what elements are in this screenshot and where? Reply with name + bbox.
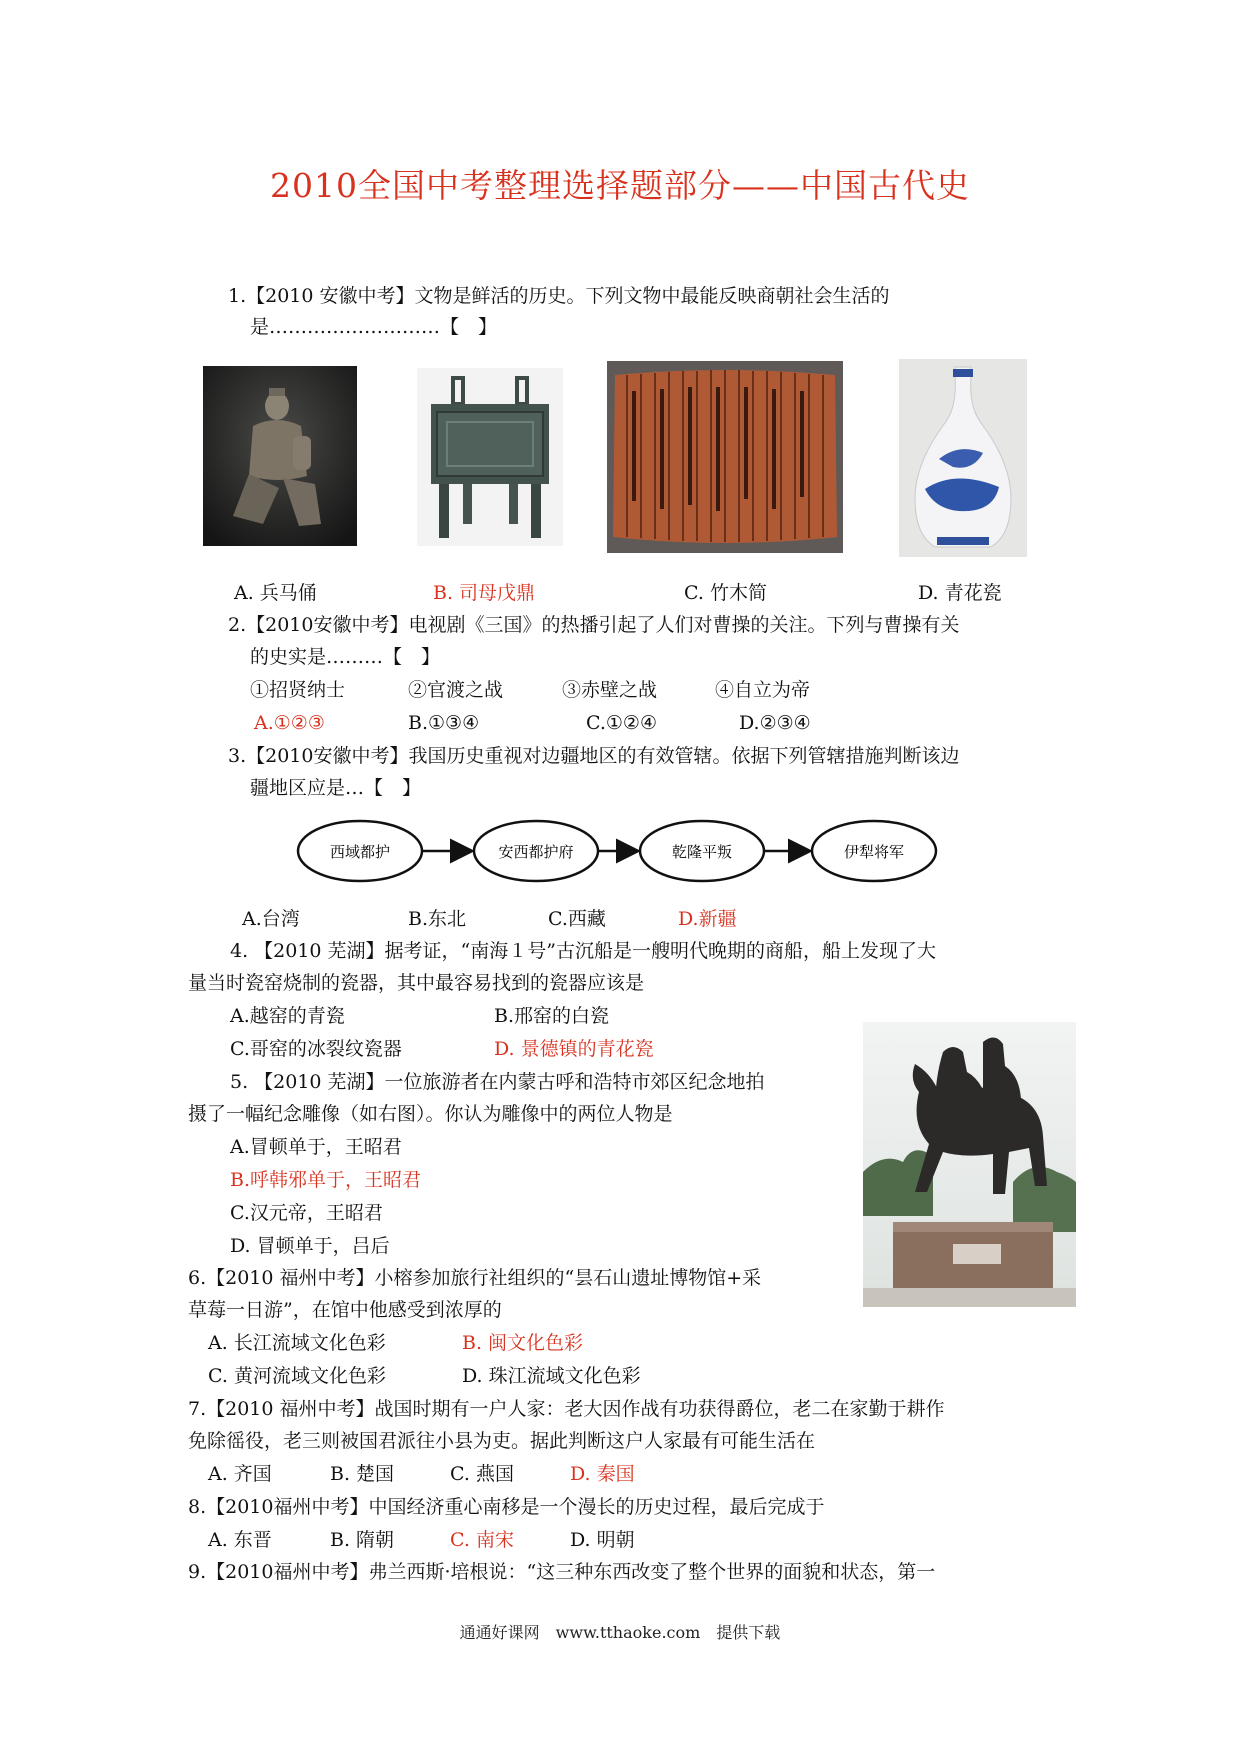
- q5-option-c: C.汉元帝，王昭君: [230, 1202, 383, 1224]
- q2-stem-line1: 2.【2010安徽中考】电视剧《三国》的热播引起了人们对曹操的关注。下列与曹操有关: [228, 614, 960, 636]
- q4-stem-line2: 量当时瓷窑烧制的瓷器，其中最容易找到的瓷器应该是: [188, 972, 645, 994]
- q5-option-b-answer: B.呼韩邪单于，王昭君: [230, 1169, 422, 1191]
- q6-option-b-answer: B. 闽文化色彩: [462, 1332, 584, 1354]
- q3-flow-diagram: [296, 818, 946, 884]
- q1-stem-line1: 1.【2010 安徽中考】文物是鲜活的历史。下列文物中最能反映商朝社会生活的: [228, 285, 890, 307]
- q4-option-d-answer: D. 景德镇的青花瓷: [494, 1038, 654, 1060]
- q5-option-a: A.冒顿单于，王昭君: [230, 1136, 402, 1158]
- q9-stem-line1: 9.【2010福州中考】弗兰西斯·培根说：“这三种东西改变了整个世界的面貌和状态，第一: [188, 1561, 936, 1583]
- page-footer: 通通好课网 www.tthaoke.com 提供下载: [459, 1623, 781, 1642]
- q7-stem-line2: 免除徭役，老三则被国君派往小县为吏。据此判断这户人家最有可能生活在: [188, 1430, 816, 1452]
- flow-label-4: 伊犁将军: [843, 843, 905, 861]
- q8-option-a: A. 东晋: [208, 1529, 272, 1551]
- q7-option-b: B. 楚国: [330, 1463, 395, 1485]
- equestrian-statue-photo: [863, 1022, 1076, 1307]
- q4-option-c: C.哥窑的冰裂纹瓷器: [230, 1038, 402, 1060]
- q2-item-2: ②官渡之战: [408, 679, 504, 701]
- flow-label-1: 西域都护: [329, 843, 391, 861]
- q1-stem-line2: 是………………………【 】: [250, 316, 498, 338]
- page-title: 2010全国中考整理选择题部分——中国古代史: [270, 166, 970, 205]
- q2-option-b: B.①③④: [408, 712, 480, 734]
- q2-option-a-answer: A.①②③: [254, 712, 325, 734]
- q5-stem-line1: 5. 【2010 芜湖】一位旅游者在内蒙古呼和浩特市郊区纪念地拍: [230, 1071, 765, 1093]
- q8-option-c-answer: C. 南宋: [450, 1529, 514, 1551]
- q1-option-a: A. 兵马俑: [234, 582, 317, 604]
- blue-white-porcelain-photo: [899, 359, 1027, 557]
- q6-option-a: A. 长江流域文化色彩: [208, 1332, 386, 1354]
- q2-item-1: ①招贤纳士: [250, 679, 346, 701]
- q2-option-d: D.②③④: [739, 712, 811, 734]
- q7-option-d-answer: D. 秦国: [570, 1463, 635, 1485]
- q4-stem-line1: 4. 【2010 芜湖】据考证，“南海１号”古沉船是一艘明代晚期的商船，船上发现了大: [230, 940, 936, 962]
- q3-option-b: B.东北: [408, 908, 467, 930]
- q4-option-a: A.越窑的青瓷: [230, 1005, 345, 1027]
- flow-label-2: 安西都护府: [498, 843, 574, 861]
- q2-option-c: C.①②④: [586, 712, 657, 734]
- q1-option-d: D. 青花瓷: [918, 582, 1002, 604]
- q8-option-d: D. 明朝: [570, 1529, 635, 1551]
- q6-stem-line1: 6.【2010 福州中考】小榕参加旅行社组织的“昙石山遗址博物馆+采: [188, 1267, 762, 1289]
- q3-option-d-answer: D.新疆: [678, 908, 737, 930]
- bronze-ding-photo: [417, 368, 563, 546]
- flow-label-3: 乾隆平叛: [671, 843, 733, 861]
- q1-option-b-answer: B. 司母戊鼎: [433, 582, 536, 604]
- q8-stem-line1: 8.【2010福州中考】中国经济重心南移是一个漫长的历史过程，最后完成于: [188, 1496, 825, 1518]
- q7-option-a: A. 齐国: [208, 1463, 272, 1485]
- q5-option-d: D. 冒顿单于，吕后: [230, 1235, 390, 1257]
- q7-option-c: C. 燕国: [450, 1463, 514, 1485]
- q4-option-b: B.邢窑的白瓷: [494, 1005, 610, 1027]
- q6-option-c: C. 黄河流域文化色彩: [208, 1365, 386, 1387]
- q2-item-4: ④自立为帝: [715, 679, 811, 701]
- q8-option-b: B. 隋朝: [330, 1529, 395, 1551]
- q3-option-c: C.西藏: [548, 908, 606, 930]
- terracotta-warrior-photo: [203, 366, 357, 546]
- q5-stem-line2: 摄了一幅纪念雕像（如右图）。你认为雕像中的两位人物是: [188, 1103, 673, 1125]
- q3-option-a: A.台湾: [242, 908, 300, 930]
- q7-stem-line1: 7.【2010 福州中考】战国时期有一户人家：老大因作战有功获得爵位，老二在家勤于耕作: [188, 1398, 945, 1420]
- q3-stem-line1: 3.【2010安徽中考】我国历史重视对边疆地区的有效管辖。依据下列管辖措施判断该边: [228, 745, 960, 767]
- q2-stem-line2: 的史实是………【 】: [250, 646, 441, 668]
- bamboo-slips-photo: [607, 361, 843, 553]
- q2-item-3: ③赤壁之战: [562, 679, 658, 701]
- q6-option-d: D. 珠江流域文化色彩: [462, 1365, 641, 1387]
- q6-stem-line2: 草莓一日游”，在馆中他感受到浓厚的: [188, 1299, 502, 1321]
- q1-option-c: C. 竹木简: [684, 582, 767, 604]
- q3-stem-line2: 疆地区应是…【 】: [250, 777, 422, 799]
